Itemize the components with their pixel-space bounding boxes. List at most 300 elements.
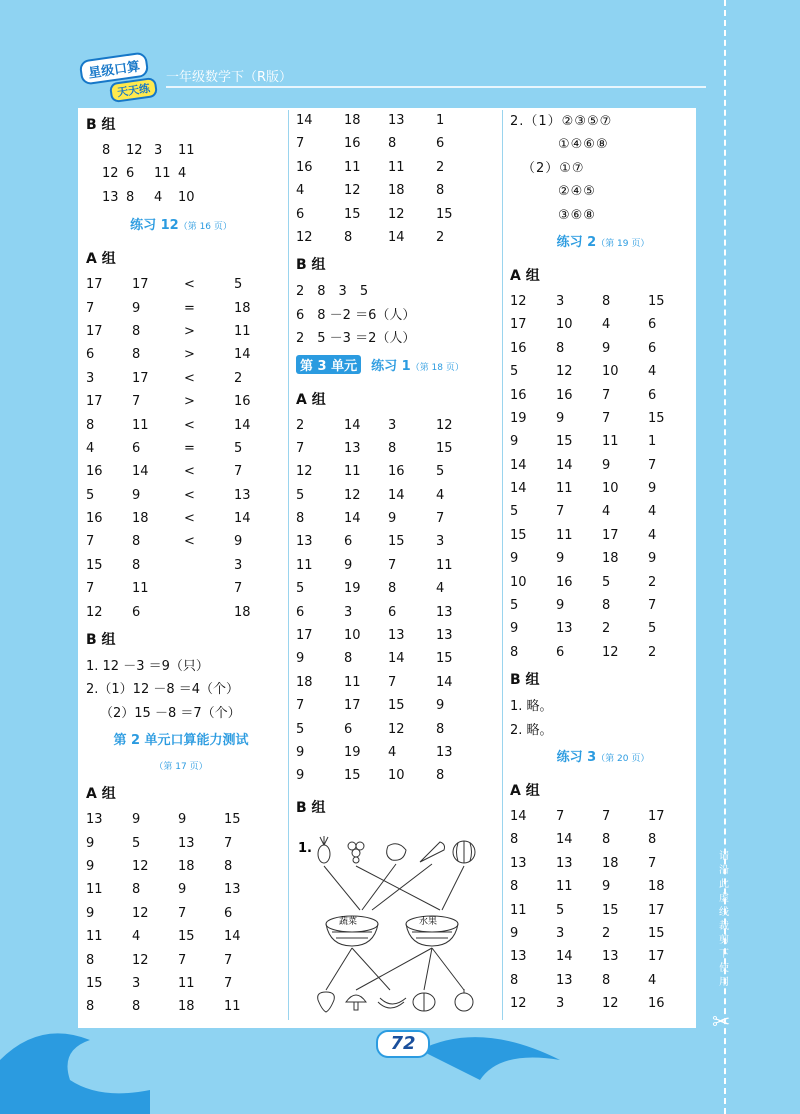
answer-cell: 2 <box>436 229 445 245</box>
answer-row <box>296 765 492 788</box>
answer-row <box>510 618 696 641</box>
answer-cell: 12 <box>126 143 143 158</box>
answer-cell: 1 <box>648 434 657 450</box>
answer-cell: 14 <box>344 417 361 433</box>
answer-row <box>296 461 492 484</box>
answer-cell: 9 <box>234 534 243 550</box>
answer-cell: 7 <box>234 581 243 597</box>
answer-cell: 8 <box>132 557 141 573</box>
answer-cell: 16 <box>388 464 405 480</box>
answer-cell: 8 <box>510 972 519 988</box>
answer-grid <box>86 140 276 210</box>
answer-grid <box>296 415 492 789</box>
answer-cell: 19 <box>344 581 361 597</box>
answer-cell: 9 <box>510 551 519 567</box>
answer-cell: 12 <box>556 364 573 380</box>
answer-cell: 17 <box>648 808 665 824</box>
answer-cell: 7 <box>436 511 445 527</box>
answer-cell: 14 <box>234 511 251 527</box>
answer-cell: 6 <box>86 347 95 363</box>
answer-cell: < <box>184 464 195 480</box>
test-title: 第 2 单元口算能力测试 <box>113 733 249 749</box>
answer-cell: 11 <box>296 557 313 573</box>
answer-cell: 15 <box>436 651 453 667</box>
answer-cell: 11 <box>556 527 573 543</box>
answer-cell: > <box>184 323 195 339</box>
answer-cell: 17 <box>296 628 313 644</box>
group-label: B 组 <box>86 632 116 649</box>
answer-row <box>296 578 492 601</box>
page-number: 72 <box>376 1030 430 1058</box>
answer-row <box>100 140 276 163</box>
answer-cell: 9 <box>388 511 397 527</box>
answer-row <box>510 876 696 899</box>
answer-cell: 15 <box>556 434 573 450</box>
answer-cell: 5 <box>296 721 305 737</box>
answer-cell: 10 <box>178 189 195 205</box>
answer-cell: 9 <box>602 340 611 356</box>
answer-cell: 8 <box>510 832 519 848</box>
answer-cell: 2 <box>436 159 445 175</box>
answer-row <box>510 946 696 969</box>
answer-cell: 3 <box>556 925 565 941</box>
answer-cell: 8 <box>132 882 141 898</box>
answer-cell: 14 <box>234 347 251 363</box>
answer-row <box>510 385 696 408</box>
answer-cell: 7 <box>602 808 611 824</box>
answer-row <box>86 879 276 902</box>
answer-cell: 10 <box>510 574 527 590</box>
answer-row <box>86 531 276 554</box>
answer-row <box>510 338 696 361</box>
book-title: 一年级数学下（R版） <box>166 70 293 85</box>
answer-cell: < <box>184 277 195 293</box>
answer-cell: 11 <box>234 323 251 339</box>
answer-cell: 17 <box>86 277 103 293</box>
answer-row <box>86 555 276 578</box>
answer-cell: 2 <box>296 417 305 433</box>
answer-cell: 10 <box>344 628 361 644</box>
answer-cell: 5 <box>648 621 657 637</box>
answer-cell: 9 <box>436 698 445 714</box>
answer-cell: 7 <box>86 300 95 316</box>
answer-cell: 15 <box>436 440 453 456</box>
column-divider <box>288 110 289 1020</box>
answer-cell: 4 <box>132 929 141 945</box>
answer-cell: 18 <box>178 858 195 874</box>
answer-cell: 11 <box>224 999 241 1015</box>
answer-row <box>510 572 696 595</box>
answer-cell: 4 <box>86 440 95 456</box>
answer-cell: 8 <box>132 347 141 363</box>
answer-cell: 3 <box>86 370 95 386</box>
answer-cell: 9 <box>556 551 565 567</box>
answer-cell: 11 <box>132 417 149 433</box>
answer-cell: 8 <box>602 598 611 614</box>
answer-row <box>296 602 492 625</box>
answer-cell: 8 <box>132 323 141 339</box>
answer-cell: 12 <box>602 996 619 1012</box>
exercise-page: （第 18 页） <box>410 362 464 373</box>
answer-grid <box>86 809 276 1020</box>
answer-row <box>296 695 492 718</box>
group-label: A 组 <box>510 267 540 284</box>
answer-cell: 9 <box>648 551 657 567</box>
answer-line: 1. 略。 <box>510 699 553 715</box>
answer-cell: 11 <box>86 882 103 898</box>
basket-label-vegetables: 蔬菜 <box>339 917 358 927</box>
answer-cell: 12 <box>102 166 119 182</box>
group-label: B 组 <box>510 672 540 689</box>
answer-cell: 8 <box>436 183 445 199</box>
answer-cell: 18 <box>132 511 149 527</box>
answer-cell: 12 <box>344 183 361 199</box>
answer-cell: 9 <box>296 768 305 784</box>
answer-cell: 15 <box>510 527 527 543</box>
answer-cell: 18 <box>602 551 619 567</box>
answer-cell: 12 <box>132 952 149 968</box>
answer-cell: 14 <box>556 832 573 848</box>
answer-cell: 15 <box>86 557 103 573</box>
answer-cell: 6 <box>344 534 353 550</box>
answer-row <box>296 648 492 671</box>
answer-cell: 7 <box>224 835 233 851</box>
answer-cell: 13 <box>436 744 453 760</box>
answer-cell: 17 <box>344 698 361 714</box>
answer-cell: 9 <box>178 882 187 898</box>
exercise-page: （第 19 页） <box>596 238 650 249</box>
answer-cell: 7 <box>648 598 657 614</box>
answer-cell: 16 <box>648 996 665 1012</box>
answer-row <box>296 157 492 180</box>
answer-row <box>86 973 276 996</box>
answer-cell: 4 <box>602 504 611 520</box>
answer-cell: 18 <box>296 674 313 690</box>
answer-row <box>86 602 276 625</box>
answer-cell: 16 <box>86 464 103 480</box>
answer-cell: = <box>184 440 195 456</box>
exercise-name: 练习 2 <box>556 234 597 250</box>
answer-cell: 8 <box>436 768 445 784</box>
answer-cell: 18 <box>648 879 665 895</box>
answer-row <box>86 833 276 856</box>
answer-cell: 18 <box>234 604 251 620</box>
matching-picture <box>298 832 488 1012</box>
answer-cell: 16 <box>556 574 573 590</box>
answer-cell: 8 <box>510 644 519 660</box>
answer-cell: 9 <box>178 812 187 828</box>
group-label: B 组 <box>296 799 326 816</box>
answer-cell: 18 <box>234 300 251 316</box>
answer-cell: 12 <box>344 487 361 503</box>
answer-cell: 14 <box>556 949 573 965</box>
answer-cell: 10 <box>388 768 405 784</box>
answer-cell: 3 <box>556 293 565 309</box>
answer-row <box>296 672 492 695</box>
answer-cell: 9 <box>510 434 519 450</box>
answer-cell: 8 <box>510 879 519 895</box>
answer-cell: 9 <box>132 487 141 503</box>
answer-row <box>86 274 276 297</box>
answer-cell: 5 <box>556 902 565 918</box>
answer-cell: 5 <box>510 598 519 614</box>
answer-row <box>510 431 696 454</box>
answer-row <box>510 548 696 571</box>
answer-cell: 9 <box>296 651 305 667</box>
answer-cell: 5 <box>510 364 519 380</box>
answer-cell: 18 <box>344 113 361 128</box>
answer-cell: 9 <box>86 835 95 851</box>
answer-cell: 16 <box>556 387 573 403</box>
logo <box>78 54 158 100</box>
answer-row <box>86 508 276 531</box>
answer-cell: 8 <box>86 999 95 1015</box>
answer-cell: 9 <box>510 621 519 637</box>
answer-cell: 11 <box>344 464 361 480</box>
answer-cell: 2 <box>648 644 657 660</box>
answer-cell: 15 <box>648 410 665 426</box>
answer-cell: 8 <box>602 972 611 988</box>
answer-cell: 2 <box>602 621 611 637</box>
answer-row <box>510 291 696 314</box>
logo-line1: 星级口算 <box>79 51 150 85</box>
answer-cell: 14 <box>388 229 405 245</box>
answer-cell: 17 <box>132 277 149 293</box>
answer-cell: 8 <box>388 581 397 597</box>
answer-row <box>296 415 492 438</box>
answer-row <box>86 461 276 484</box>
answer-cell: 13 <box>388 628 405 644</box>
grapes-icon <box>348 842 364 863</box>
group-label: B 组 <box>86 117 116 133</box>
watermelon-icon <box>453 841 475 863</box>
answer-cell: 7 <box>556 808 565 824</box>
answer-row <box>510 806 696 829</box>
answer-cell: 6 <box>436 136 445 152</box>
cut-instruction: 请沿此虚线裁剪下使用 <box>719 851 729 988</box>
answer-row <box>296 227 492 250</box>
answer-cell: 8 <box>224 858 233 874</box>
answer-cell: 6 <box>648 317 657 333</box>
answer-cell: 8 <box>132 999 141 1015</box>
answer-cell: 2 <box>602 925 611 941</box>
answer-cell: 4 <box>388 744 397 760</box>
logo-line2: 天天练 <box>109 77 158 103</box>
answer-cell: 4 <box>648 527 657 543</box>
group-label: A 组 <box>86 786 116 803</box>
answer-line: ②④⑤ <box>558 184 596 200</box>
answer-cell: 11 <box>556 481 573 497</box>
answer-cell: 11 <box>388 159 405 175</box>
answer-cell: 13 <box>178 835 195 851</box>
answer-cell: 7 <box>648 855 657 871</box>
answer-row <box>510 642 696 665</box>
answer-cell: 11 <box>178 143 195 158</box>
answer-row <box>86 578 276 601</box>
answer-row <box>86 950 276 973</box>
answer-row <box>510 525 696 548</box>
answer-line: 2.（1）②③⑤⑦ <box>510 114 613 129</box>
unit-title <box>296 351 492 385</box>
answer-cell: 7 <box>224 952 233 968</box>
answer-cell: 7 <box>178 952 187 968</box>
exercise-title <box>86 210 276 244</box>
test-page: （第 17 页） <box>154 762 208 773</box>
answer-cell: 7 <box>132 394 141 410</box>
answer-row <box>86 809 276 832</box>
answer-cell: 17 <box>86 323 103 339</box>
answer-cell: 1 <box>436 113 445 128</box>
answer-cell: 9 <box>132 812 141 828</box>
answer-cell: 12 <box>388 721 405 737</box>
answer-cell: 6 <box>556 644 565 660</box>
matching-lines <box>324 864 464 910</box>
answer-row <box>296 485 492 508</box>
answer-cell: 15 <box>648 293 665 309</box>
answer-cell: 3 <box>344 604 353 620</box>
answer-cell: 3 <box>132 975 141 991</box>
answer-grid <box>86 274 276 625</box>
answer-line: ①④⑥⑧ <box>558 137 609 153</box>
answer-cell: 15 <box>224 812 241 828</box>
answer-row <box>296 438 492 461</box>
answer-cell: 7 <box>224 975 233 991</box>
answer-cell: 13 <box>102 189 119 205</box>
answer-row <box>510 478 696 501</box>
answer-cell: 14 <box>556 457 573 473</box>
answer-row <box>86 368 276 391</box>
answer-cell: 7 <box>296 136 305 152</box>
exercise-name: 练习 1 <box>371 358 411 374</box>
answer-cell: 16 <box>234 394 251 410</box>
answer-cell: 11 <box>344 674 361 690</box>
answer-cell: 14 <box>132 464 149 480</box>
answer-cell: 12 <box>510 996 527 1012</box>
answer-cell: 3 <box>154 143 163 158</box>
answer-row <box>86 415 276 438</box>
answer-cell: 17 <box>648 949 665 965</box>
answer-cell: 10 <box>602 364 619 380</box>
answer-cell: 13 <box>296 534 313 550</box>
column-1 <box>86 110 276 1020</box>
answer-cell: 7 <box>178 905 187 921</box>
answer-cell: 17 <box>132 370 149 386</box>
answer-cell: 15 <box>388 698 405 714</box>
answer-cell: 7 <box>86 581 95 597</box>
answer-row <box>510 314 696 337</box>
answer-cell: 9 <box>602 879 611 895</box>
answer-cell: 7 <box>296 698 305 714</box>
answer-cell: 14 <box>344 511 361 527</box>
answer-cell: 13 <box>388 113 405 128</box>
answer-cell: 6 <box>388 604 397 620</box>
answer-cell: 10 <box>556 317 573 333</box>
answer-cell: > <box>184 394 195 410</box>
answer-cell: 16 <box>510 340 527 356</box>
answer-cell: 12 <box>602 644 619 660</box>
header-rule <box>166 86 706 88</box>
answer-cell: 15 <box>388 534 405 550</box>
answer-cell: 11 <box>344 159 361 175</box>
answer-row <box>296 625 492 648</box>
answer-cell: 11 <box>132 581 149 597</box>
exercise-name: 练习 3 <box>556 749 597 765</box>
answer-cell: 13 <box>344 440 361 456</box>
answer-cell: 3 <box>436 534 445 550</box>
answer-row <box>86 344 276 367</box>
answer-row <box>510 595 696 618</box>
answer-cell: 9 <box>602 457 611 473</box>
answer-cell: 5 <box>234 440 243 456</box>
answer-cell: 18 <box>388 183 405 199</box>
answer-row <box>100 187 276 210</box>
answer-cell: > <box>184 347 195 363</box>
answer-line: ③⑥⑧ <box>558 207 596 223</box>
answer-cell: 14 <box>388 487 405 503</box>
column-3 <box>510 110 696 1017</box>
answer-cell: 12 <box>132 905 149 921</box>
answer-cell: 5 <box>510 504 519 520</box>
answer-cell: 7 <box>388 557 397 573</box>
answer-cell: < <box>184 370 195 386</box>
exercise-name: 练习 12 <box>130 218 179 234</box>
answer-cell: 4 <box>296 183 305 199</box>
answer-cell: 5 <box>86 487 95 503</box>
answer-cell: 12 <box>132 858 149 874</box>
answer-cell: 5 <box>132 835 141 851</box>
answer-cell: 9 <box>510 925 519 941</box>
answer-line: （2）15 －8 ＝7（个） <box>100 705 241 721</box>
exercise-page: （第 16 页） <box>178 222 232 233</box>
answer-cell: 7 <box>648 457 657 473</box>
answer-row <box>86 903 276 926</box>
group-label: B 组 <box>296 257 326 274</box>
answer-cell: 4 <box>602 317 611 333</box>
answer-cell: 11 <box>436 557 453 573</box>
answer-cell: 14 <box>436 674 453 690</box>
answer-cell: 13 <box>86 812 103 828</box>
answer-cell: 3 <box>556 996 565 1012</box>
answer-cell: 4 <box>648 972 657 988</box>
column-divider <box>502 110 503 1020</box>
answer-cell: < <box>184 511 195 527</box>
answer-cell: 8 <box>344 229 353 245</box>
answer-cell: 2 <box>648 574 657 590</box>
answer-cell: 5 <box>234 277 243 293</box>
unit-badge: 第 3 单元 <box>296 355 361 374</box>
answer-cell: 5 <box>296 487 305 503</box>
answer-line: 2.（1）12 －8 ＝4（个） <box>86 682 240 698</box>
answer-cell: 13 <box>602 949 619 965</box>
answer-cell: 8 <box>602 832 611 848</box>
answer-cell: 17 <box>648 902 665 918</box>
answer-row <box>510 970 696 993</box>
answer-cell: 15 <box>178 929 195 945</box>
answer-cell: < <box>184 534 195 550</box>
answer-cell: 14 <box>224 929 241 945</box>
answer-row <box>296 180 492 203</box>
answer-cell: 13 <box>510 949 527 965</box>
pepper-icon <box>387 844 406 861</box>
answer-cell: < <box>184 417 195 433</box>
answer-cell: 15 <box>648 925 665 941</box>
answer-row <box>296 555 492 578</box>
answer-row <box>296 204 492 227</box>
answer-cell: 11 <box>178 975 195 991</box>
answer-cell: 12 <box>388 206 405 222</box>
answer-cell: 6 <box>344 721 353 737</box>
answer-cell: 15 <box>436 206 453 222</box>
